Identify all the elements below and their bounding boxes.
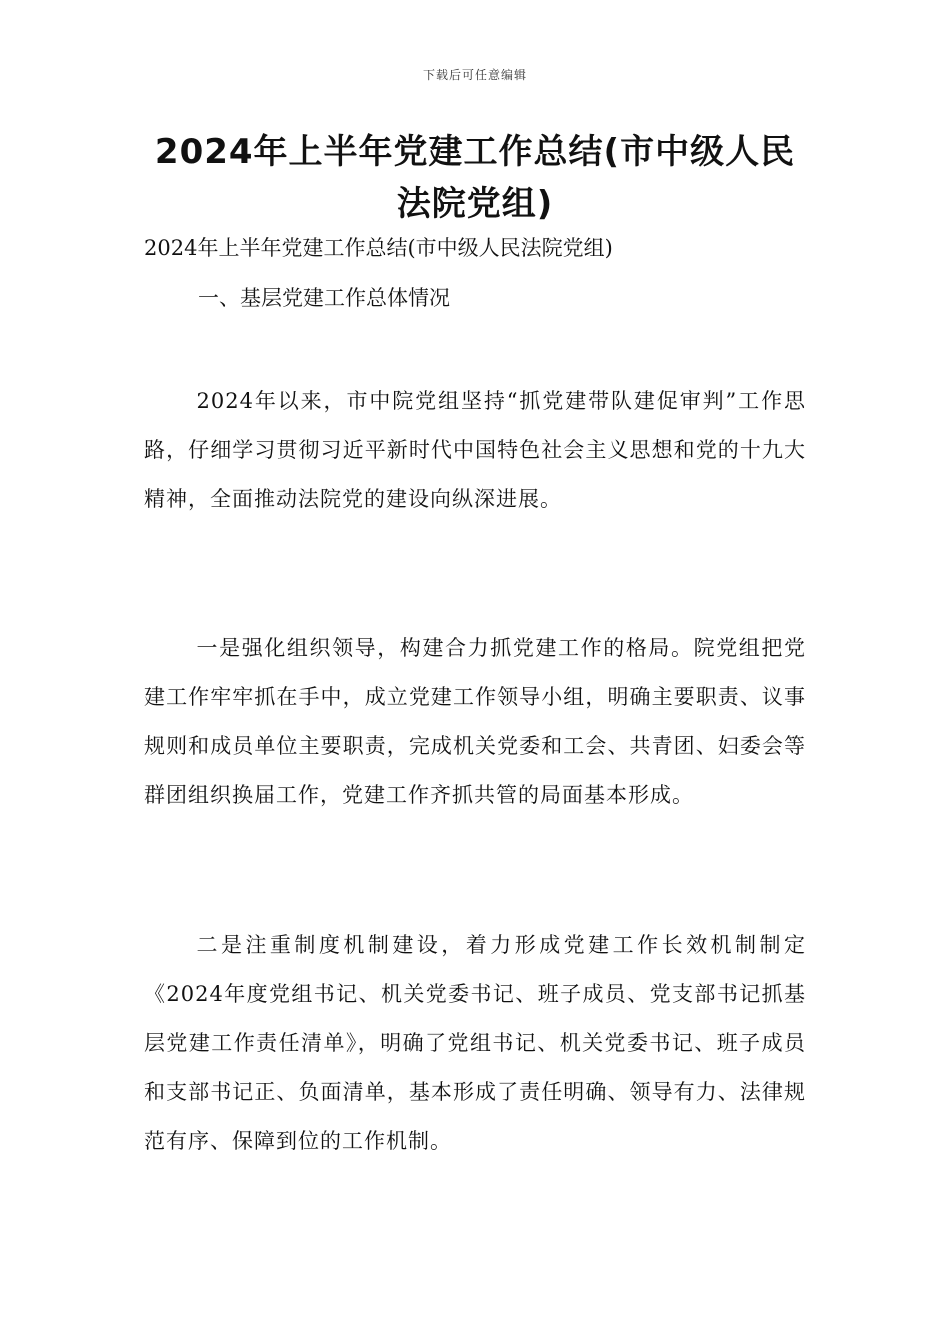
paragraph: 二是注重制度机制建设，着力形成党建工作长效机制制定《2024年度党组书记、机关党委书记、班子成员、党支部书记抓基层党建工作责任清单》，明确了党组书记、机关党委书记、班子成员和支部书记正、负面清单，基本形成了责任明确、领导有力、法律规范有序、保障到位的工作机制。 bbox=[144, 933, 806, 1153]
paragraph: 一是强化组织领导，构建合力抓党建工作的格局。院党组把党建工作牢牢抓在手中，成立党建工作领导小组，明确主要职责、议事规则和成员单位主要职责，完成机关党委和工会、共青团、妇委会等群团组织换届工作，党建工作齐抓共管的局面基本形成。 bbox=[144, 636, 806, 807]
header-note: 下载后可任意编辑 bbox=[422, 68, 527, 82]
document-subtitle: 2024年上半年党建工作总结(市中级人民法院党组) bbox=[144, 236, 613, 260]
paragraph: 2024年以来，市中院党组坚持“抓党建带队建促审判”工作思路，仔细学习贯彻习近平新时代中国特色社会主义思想和党的十九大精神，全面推动法院党的建设向纵深进展。 bbox=[144, 389, 806, 511]
document-title: 2024年上半年党建工作总结(市中级人民法院党组) bbox=[154, 132, 796, 224]
section-heading: 一、基层党建工作总体情况 bbox=[198, 286, 450, 310]
